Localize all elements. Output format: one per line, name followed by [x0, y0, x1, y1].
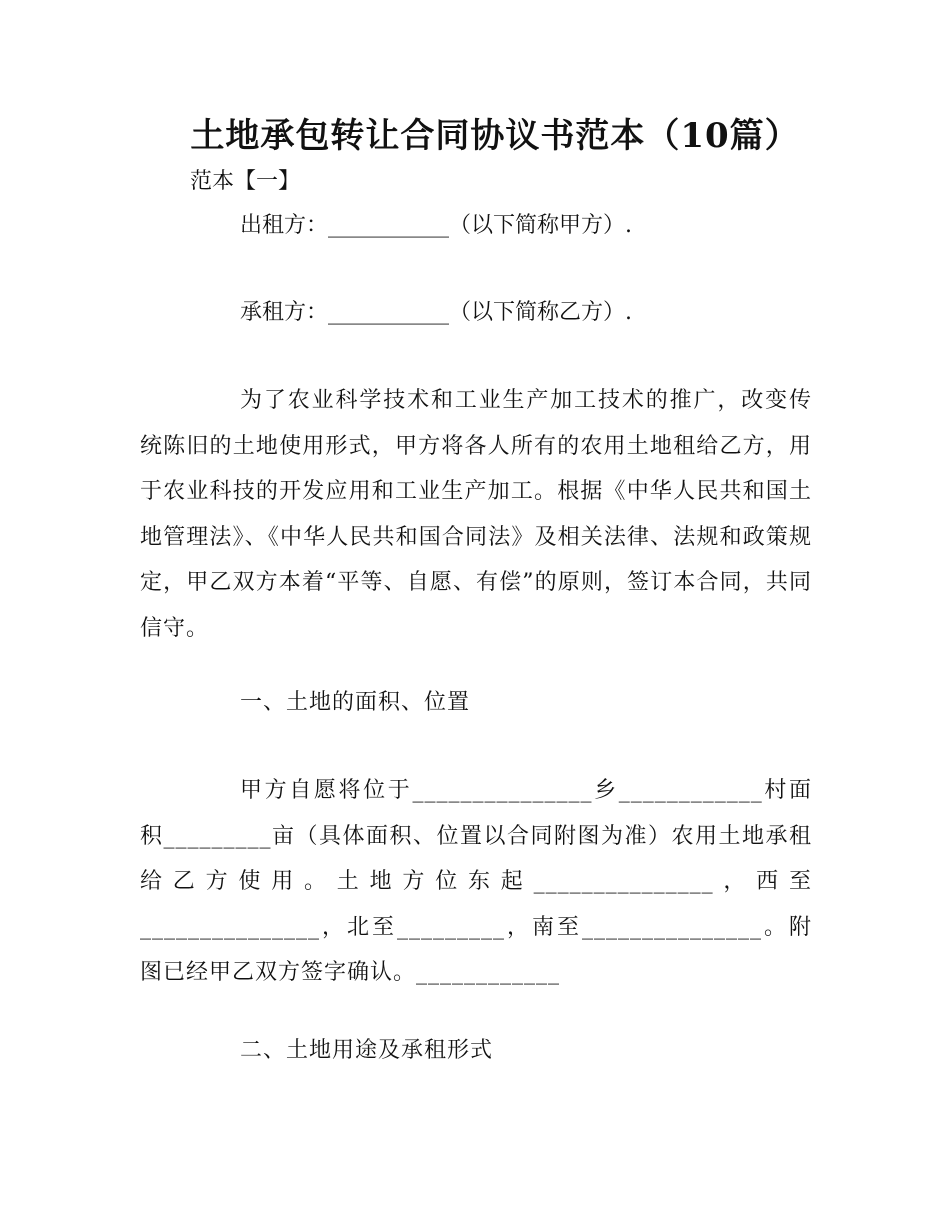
section-heading-2: 二、土地用途及承租形式 — [240, 1038, 494, 1063]
intro-paragraph: 为了农业科学技术和工业生产加工技术的推广，改变传统陈旧的土地使用形式，甲方将各人所有的农用土地租给乙方，用于农业科技的开发应用和工业生产加工。根据《中华人民共和国土地管理法》、《中华人民共和国合同法》及相关法律、法规和政策规定，甲乙双方本着“平等、自愿、有偿”的原则，签订本合同，共同信守。 — [140, 388, 812, 641]
clause-1-paragraph: 甲方自愿将位于_______________乡____________村面积_________亩（具体面积、位置以合同附图为准）农用土地承租给乙方使用。土地方位东起_______________，西至_______________，北至_________，南至_______________。附图已经甲乙双方签字确认。____________ — [140, 778, 812, 985]
lessee-line: 承租方：___________（以下简称乙方）. — [240, 300, 632, 325]
document-title: 土地承包转让合同协议书范本（10篇） — [190, 116, 800, 156]
section-heading-1: 一、土地的面积、位置 — [240, 690, 471, 715]
lessor-line: 出租方：___________（以下简称甲方）. — [240, 213, 632, 238]
section-label: 范本【一】 — [190, 169, 301, 194]
